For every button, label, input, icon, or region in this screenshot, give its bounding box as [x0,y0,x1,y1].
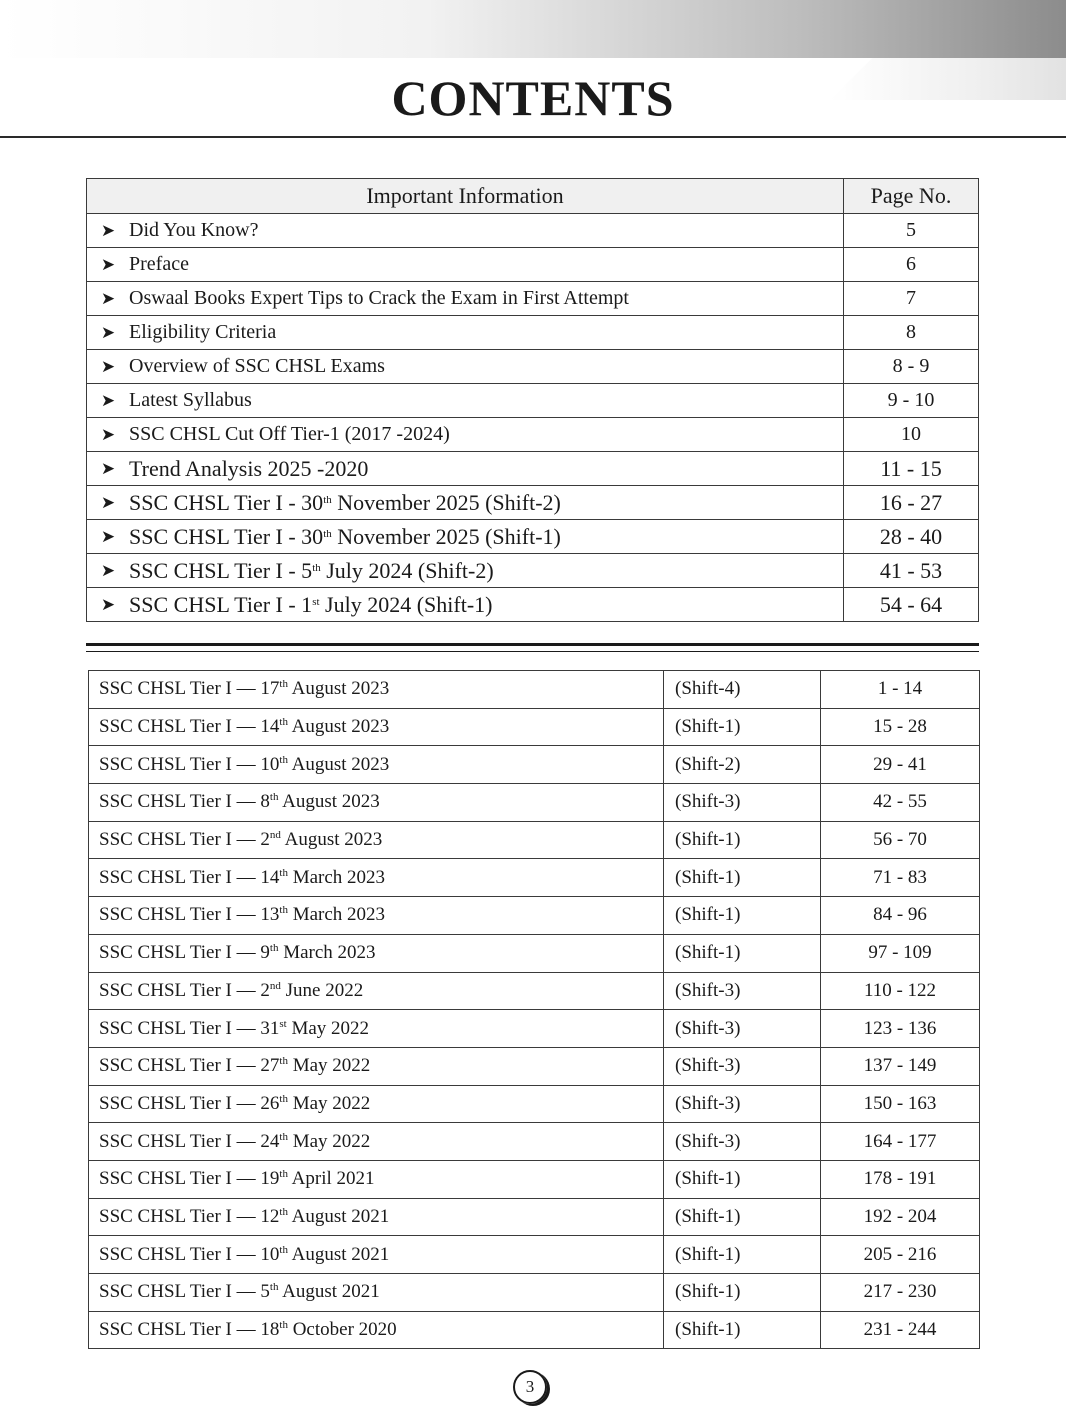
paper-shift-cell: (Shift-3) [664,784,821,822]
info-item-text-start: SSC CHSL Tier I - 30 [129,523,324,549]
paper-row [89,972,980,1010]
paper-title-cell [89,1160,664,1198]
ordinal-suffix: th [323,493,332,506]
paper-row [89,1236,980,1274]
paper-shift-cell: (Shift-3) [664,1123,821,1161]
paper-title-cell [89,784,664,822]
paper-shift-cell: (Shift-1) [664,934,821,972]
info-header-page: Page No. [844,179,979,214]
paper-title-cell [89,708,664,746]
info-page-cell: 54 - 64 [844,588,979,622]
info-item-cell [87,316,844,350]
ordinal-suffix: th [279,1092,288,1105]
ordinal-suffix: th [269,1281,279,1294]
paper-shift-cell: (Shift-1) [664,1274,821,1312]
paper-title-end: October 2020 [287,1319,397,1341]
ordinal-suffix: th [279,1319,288,1332]
info-item-text-end: July 2024 (Shift-1) [319,591,493,617]
paper-title-end: August 2023 [287,716,390,738]
info-page-cell: 8 [844,316,979,350]
info-item-text-start: SSC CHSL Tier I - 5 [129,557,313,583]
info-item-text [129,490,561,516]
paper-shift-cell: (Shift-3) [664,1085,821,1123]
info-item-text: Preface [129,253,189,275]
paper-shift-cell: (Shift-1) [664,859,821,897]
paper-row [89,1198,980,1236]
arrowhead-bullet-icon: ➤ [100,560,116,581]
info-page-cell: 28 - 40 [844,520,979,554]
info-item-text-end: November 2025 (Shift-1) [331,523,561,549]
ordinal-suffix: st [312,595,320,608]
info-row [87,588,979,622]
paper-title-start: SSC CHSL Tier I — 14 [99,716,280,738]
paper-title-cell [89,934,664,972]
paper-shift-cell: (Shift-3) [664,1010,821,1048]
ordinal-suffix: th [279,753,288,766]
info-page-cell: 6 [844,248,979,282]
arrowhead-bullet-icon: ➤ [100,322,116,343]
paper-shift-cell: (Shift-1) [664,1236,821,1274]
arrowhead-bullet-icon: ➤ [100,288,116,309]
paper-row [89,784,980,822]
info-item-cell [87,248,844,282]
arrowhead-bullet-icon: ➤ [100,424,116,445]
info-item-text-end: July 2024 (Shift-2) [320,557,494,583]
ordinal-suffix: th [279,1243,288,1256]
info-item-text-start: SSC CHSL Tier I - 1 [129,591,313,617]
info-item-text-end: November 2025 (Shift-2) [331,489,561,515]
info-item-text: Oswaal Books Expert Tips to Crack the Exam in First Attempt [129,287,629,309]
header-gradient-band [0,0,1066,58]
paper-title-start: SSC CHSL Tier I — 14 [99,866,280,888]
paper-title-end: May 2022 [286,1017,370,1039]
info-item-text: Did You Know? [129,219,259,241]
paper-title-start: SSC CHSL Tier I — 27 [99,1055,280,1077]
info-row [87,384,979,418]
paper-row [89,859,980,897]
paper-row [89,897,980,935]
important-information-table [86,178,979,622]
paper-shift-cell: (Shift-3) [664,1047,821,1085]
paper-title-start: SSC CHSL Tier I — 9 [99,942,270,964]
paper-pages-cell: 1 - 14 [821,671,980,709]
paper-shift-cell: (Shift-1) [664,1198,821,1236]
paper-row [89,1311,980,1349]
info-item-cell [87,350,844,384]
page-number-badge: 3 [513,1370,547,1404]
paper-title-start: SSC CHSL Tier I — 12 [99,1205,280,1227]
paper-title-end: April 2021 [287,1168,375,1190]
arrowhead-bullet-icon: ➤ [100,254,116,275]
paper-pages-cell: 178 - 191 [821,1160,980,1198]
paper-pages-cell: 123 - 136 [821,1010,980,1048]
paper-title-cell [89,1123,664,1161]
info-page-cell: 41 - 53 [844,554,979,588]
paper-pages-cell: 192 - 204 [821,1198,980,1236]
paper-row [89,1274,980,1312]
paper-title-end: March 2023 [287,866,386,888]
paper-pages-cell: 164 - 177 [821,1123,980,1161]
info-row [87,554,979,588]
paper-title-start: SSC CHSL Tier I — 2 [99,829,270,851]
title-divider [0,136,1066,138]
arrowhead-bullet-icon: ➤ [100,594,116,615]
ordinal-suffix: th [323,527,332,540]
info-row [87,486,979,520]
paper-title-cell [89,1085,664,1123]
arrowhead-bullet-icon: ➤ [100,220,116,241]
paper-pages-cell: 56 - 70 [821,821,980,859]
info-item-cell [87,452,844,486]
arrowhead-bullet-icon: ➤ [100,356,116,377]
info-page-cell: 16 - 27 [844,486,979,520]
paper-pages-cell: 205 - 216 [821,1236,980,1274]
paper-title-cell [89,1047,664,1085]
info-page-cell: 7 [844,282,979,316]
paper-title-end: May 2022 [287,1092,371,1114]
info-item-text: Latest Syllabus [129,389,252,411]
paper-title-cell [89,1274,664,1312]
info-item-cell [87,214,844,248]
info-item-cell [87,486,844,520]
paper-shift-cell: (Shift-2) [664,746,821,784]
paper-title-cell [89,671,664,709]
info-item-cell [87,282,844,316]
paper-row [89,1160,980,1198]
info-item-cell [87,418,844,452]
paper-title-start: SSC CHSL Tier I — 24 [99,1130,280,1152]
paper-title-cell [89,1236,664,1274]
paper-title-end: May 2022 [287,1130,371,1152]
paper-title-start: SSC CHSL Tier I — 10 [99,1243,280,1265]
paper-row [89,746,980,784]
paper-pages-cell: 29 - 41 [821,746,980,784]
ordinal-suffix: th [279,716,288,729]
info-page-cell: 8 - 9 [844,350,979,384]
paper-title-end: August 2021 [287,1243,390,1265]
info-page-cell: 5 [844,214,979,248]
info-item-text [129,524,561,550]
info-item-cell [87,554,844,588]
paper-row [89,1085,980,1123]
paper-title-cell [89,1010,664,1048]
paper-title-end: March 2023 [278,942,376,964]
arrowhead-bullet-icon: ➤ [100,458,116,479]
paper-title-cell [89,746,664,784]
info-item-text [129,592,492,618]
paper-shift-cell: (Shift-1) [664,1311,821,1349]
paper-title-end: June 2022 [280,979,364,1001]
info-page-cell: 10 [844,418,979,452]
info-row [87,214,979,248]
ordinal-suffix: nd [269,829,281,842]
info-page-cell: 11 - 15 [844,452,979,486]
info-row [87,282,979,316]
ordinal-suffix: st [279,1017,287,1030]
papers-table [88,670,980,1349]
paper-title-start: SSC CHSL Tier I — 13 [99,904,280,926]
paper-pages-cell: 231 - 244 [821,1311,980,1349]
ordinal-suffix: th [279,866,288,879]
info-row [87,316,979,350]
page-title: CONTENTS [391,70,675,126]
ordinal-suffix: th [279,904,288,917]
info-row [87,350,979,384]
paper-title-cell [89,859,664,897]
paper-title-cell [89,821,664,859]
ordinal-suffix: th [269,791,279,804]
info-item-text: SSC CHSL Cut Off Tier-1 (2017 -2024) [129,423,450,445]
ordinal-suffix: th [279,1168,288,1181]
info-header-section: Important Information [87,179,844,214]
paper-pages-cell: 217 - 230 [821,1274,980,1312]
paper-title-end: August 2023 [287,678,390,700]
info-item-text [129,558,494,584]
paper-title-cell [89,897,664,935]
paper-title-end: August 2023 [287,753,390,775]
info-item-cell [87,588,844,622]
info-page-cell: 9 - 10 [844,384,979,418]
paper-shift-cell: (Shift-1) [664,708,821,746]
info-row [87,520,979,554]
arrowhead-bullet-icon: ➤ [100,526,116,547]
info-item-text: Trend Analysis 2025 -2020 [129,455,369,481]
paper-shift-cell: (Shift-4) [664,671,821,709]
paper-title-cell [89,972,664,1010]
ordinal-suffix: th [269,942,279,955]
paper-row [89,1047,980,1085]
paper-shift-cell: (Shift-1) [664,1160,821,1198]
info-item-text: Overview of SSC CHSL Exams [129,355,385,377]
paper-pages-cell: 15 - 28 [821,708,980,746]
info-row [87,418,979,452]
paper-title-start: SSC CHSL Tier I — 5 [99,1281,270,1303]
info-item-cell [87,520,844,554]
paper-title-end: May 2022 [287,1055,371,1077]
arrowhead-bullet-icon: ➤ [100,492,116,513]
paper-title-start: SSC CHSL Tier I — 2 [99,979,270,1001]
paper-pages-cell: 84 - 96 [821,897,980,935]
ordinal-suffix: th [279,1130,288,1143]
paper-title-cell [89,1311,664,1349]
paper-pages-cell: 71 - 83 [821,859,980,897]
info-item-text: Eligibility Criteria [129,321,277,343]
paper-shift-cell: (Shift-3) [664,972,821,1010]
ordinal-suffix: th [279,1055,288,1068]
info-row [87,452,979,486]
info-item-cell [87,384,844,418]
paper-title-start: SSC CHSL Tier I — 10 [99,753,280,775]
ordinal-suffix: nd [269,979,281,992]
paper-title-end: August 2021 [278,1281,380,1303]
paper-title-end: August 2021 [287,1205,390,1227]
info-row [87,248,979,282]
paper-shift-cell: (Shift-1) [664,821,821,859]
paper-pages-cell: 137 - 149 [821,1047,980,1085]
paper-pages-cell: 42 - 55 [821,784,980,822]
paper-title-end: March 2023 [287,904,386,926]
paper-title-end: August 2023 [280,829,383,851]
ordinal-suffix: th [279,678,288,691]
paper-row [89,1010,980,1048]
section-divider [86,643,979,652]
paper-row [89,708,980,746]
paper-pages-cell: 150 - 163 [821,1085,980,1123]
paper-title-start: SSC CHSL Tier I — 31 [99,1017,280,1039]
info-header-row [87,179,979,214]
paper-row [89,671,980,709]
paper-pages-cell: 97 - 109 [821,934,980,972]
arrowhead-bullet-icon: ➤ [100,390,116,411]
paper-row [89,1123,980,1161]
paper-title-start: SSC CHSL Tier I — 26 [99,1092,280,1114]
paper-title-end: August 2023 [278,791,380,813]
paper-pages-cell: 110 - 122 [821,972,980,1010]
paper-title-start: SSC CHSL Tier I — 19 [99,1168,280,1190]
ordinal-suffix: th [279,1205,288,1218]
paper-shift-cell: (Shift-1) [664,897,821,935]
paper-title-start: SSC CHSL Tier I — 8 [99,791,270,813]
paper-row [89,821,980,859]
paper-title-start: SSC CHSL Tier I — 18 [99,1319,280,1341]
paper-row [89,934,980,972]
ordinal-suffix: th [312,561,321,574]
paper-title-start: SSC CHSL Tier I — 17 [99,678,280,700]
info-item-text-start: SSC CHSL Tier I - 30 [129,489,324,515]
paper-title-cell [89,1198,664,1236]
